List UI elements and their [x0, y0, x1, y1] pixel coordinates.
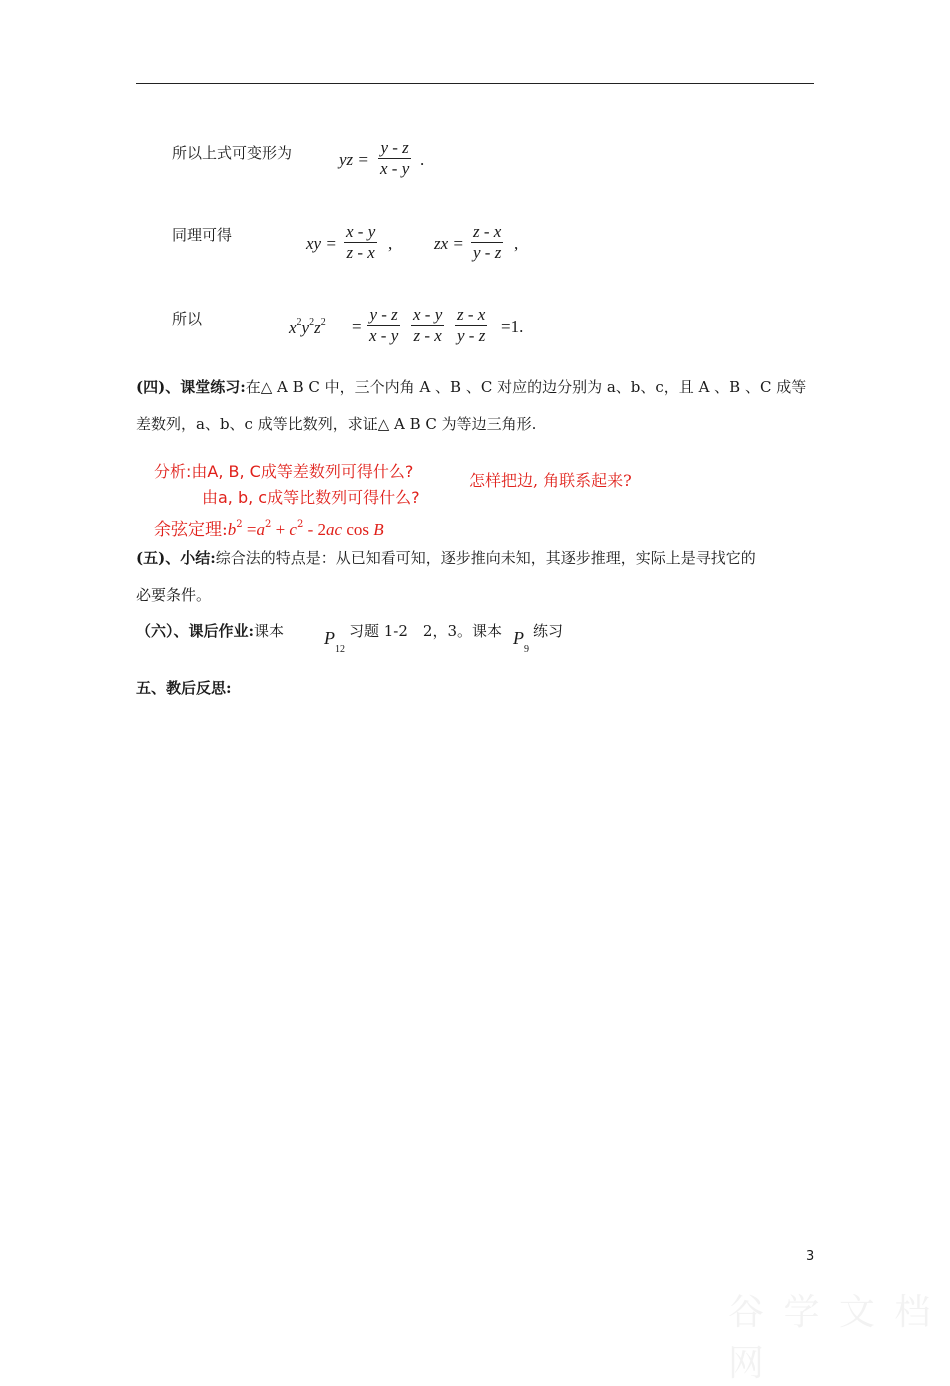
line3-fraction-2	[411, 305, 444, 346]
line2-f1-numerator: x - y	[346, 222, 376, 241]
line1-tail: .	[420, 150, 425, 169]
reflection-heading: 五、教后反思:	[136, 679, 232, 697]
section6-line	[136, 620, 284, 641]
analysis-line1: 分析:由A, B, C成等差数列可得什么?	[154, 462, 414, 481]
line3-eq: =	[352, 317, 362, 336]
header-rule	[136, 83, 814, 84]
line2-f2-tail: ,	[514, 234, 519, 253]
section6-p12: $P_{12}$	[324, 628, 345, 655]
line3-f1-denominator: x - y	[369, 326, 399, 345]
line1-label: 所以上式可变形为	[172, 144, 293, 162]
line3-fraction-1	[367, 305, 400, 346]
line1-fraction	[378, 138, 411, 179]
section6-text3: 练习	[533, 622, 564, 640]
line3-lhs: $x^2y^2z^2$	[289, 317, 326, 337]
line2-f1-lhs: xy =	[306, 234, 337, 253]
cosine-law: 余弦定理$:b^2 =a^2 + c^2 - 2ac$ cos B	[154, 519, 384, 540]
section6-text2: 习题 1-2 2，3。课本	[349, 622, 503, 640]
analysis-line2: 由a, b, c成等比数列可得什么?	[202, 488, 420, 507]
line2-f2-denominator: y - z	[473, 243, 502, 262]
page-number: 3	[806, 1249, 815, 1264]
section4-line1	[136, 376, 806, 397]
section6-p9: $P_9$	[513, 628, 529, 655]
line3-f3-denominator: y - z	[457, 326, 486, 345]
section5-line1	[136, 547, 756, 568]
line3-f1-numerator: y - z	[369, 305, 398, 324]
analysis-question: 怎样把边, 角联系起来?	[469, 471, 632, 490]
line2-f1-fraction	[344, 222, 377, 263]
line2-f1-denominator: z - x	[346, 243, 375, 262]
line3-result: =1.	[501, 317, 524, 336]
section5-text1: 综合法的特点是：从已知看可知，逐步推向未知，其逐步推理，实际上是寻找它的	[215, 549, 756, 567]
line1-numerator: y - z	[380, 138, 409, 157]
line3-f2-numerator: x - y	[413, 305, 443, 324]
line2-f1-tail: ,	[388, 234, 393, 253]
line3-f3-numerator: z - x	[457, 305, 486, 324]
line3-label: 所以	[172, 310, 203, 328]
section6-heading: （六）、课后作业:	[136, 622, 255, 640]
cosine-label: 余弦定理:	[154, 520, 228, 540]
line1-lhs: yz =	[339, 150, 369, 169]
section5-heading: (五)、小结:	[136, 549, 216, 567]
line3-fraction-3	[455, 305, 487, 346]
line1-denominator: x - y	[380, 159, 410, 178]
section4-heading: (四)、课堂练习:	[136, 378, 246, 396]
watermark: 谷 学 文 档 网	[728, 1292, 935, 1384]
line3-f2-denominator: z - x	[413, 326, 442, 345]
line2-f2-fraction	[471, 222, 503, 263]
line2-f2-lhs: zx =	[434, 234, 464, 253]
line2-label: 同理可得	[172, 226, 233, 244]
section4-text1: 在△ A B C 中，三个内角 A 、B 、C 对应的边分别为 a、b、c，且 A 、B 、C 成等	[245, 378, 807, 396]
section4-text2: 差数列，a、b、c 成等比数列，求证△ A B C 为等边三角形.	[136, 415, 537, 433]
section5-text2: 必要条件。	[136, 586, 212, 604]
section6-text1: 课本	[254, 622, 285, 640]
line2-f2-numerator: z - x	[473, 222, 502, 241]
